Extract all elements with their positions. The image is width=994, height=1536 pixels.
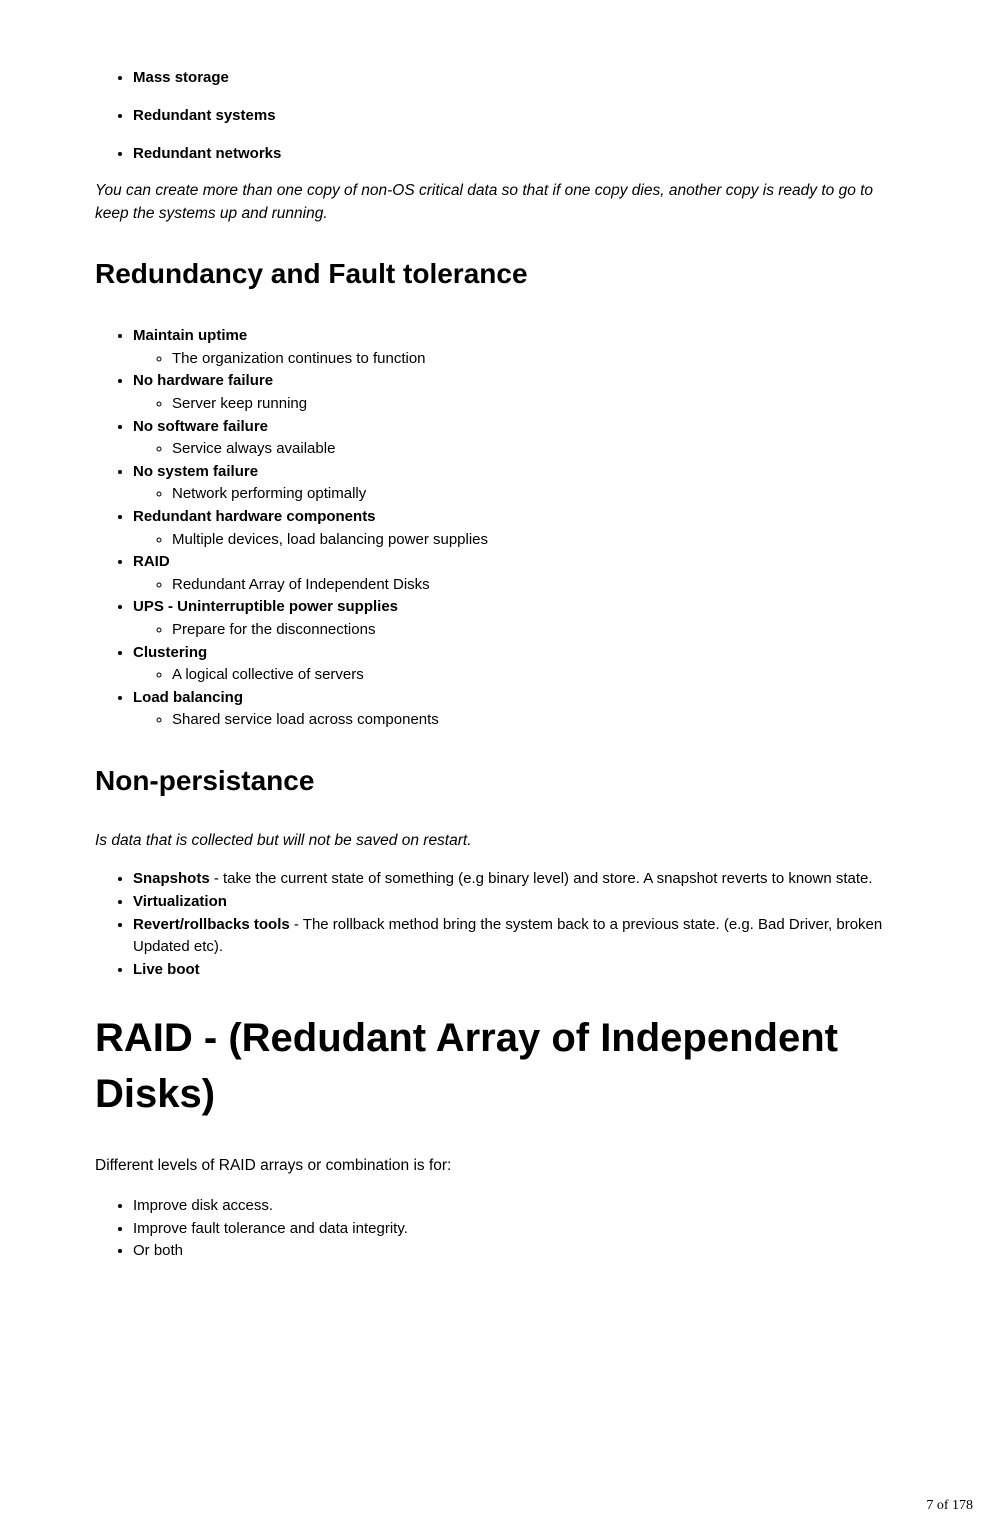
list-item-label: Snapshots xyxy=(133,870,210,888)
heading-non-persistance: Non-persistance xyxy=(95,764,315,796)
sub-list-item: ◦ Multiple devices, load balancing power supplies xyxy=(172,529,901,552)
list-item xyxy=(133,868,901,891)
list-item-text: Improve fault tolerance and data integrity. xyxy=(133,1219,408,1237)
list-item xyxy=(133,687,901,732)
list-item xyxy=(133,642,901,687)
heading-raid: RAID - (Redudant Array of Independent Disks) xyxy=(95,1016,838,1117)
sub-list xyxy=(133,664,901,687)
list-item-label: No system failure xyxy=(133,462,259,480)
intro-paragraph: You can create more than one copy of non-OS critical data so that if one copy dies, another copy is ready to go to keep the systems up and running. xyxy=(95,182,874,222)
list-item xyxy=(133,1240,901,1263)
sub-list xyxy=(133,348,901,371)
list-item-label: RAID xyxy=(133,553,170,571)
sub-list xyxy=(133,619,901,642)
list-item-label: Redundant hardware components xyxy=(133,507,376,525)
list-item-label: UPS - Uninterruptible power supplies xyxy=(133,598,399,616)
list-item xyxy=(133,325,901,370)
non-persistance-list xyxy=(95,868,901,981)
sub-list-item: ◦ Redundant Array of Independent Disks xyxy=(172,574,901,597)
list-item xyxy=(133,1195,901,1218)
list-item xyxy=(133,69,901,86)
list-item-label: Redundant networks xyxy=(133,145,282,162)
sub-list-item: ◦ Server keep running xyxy=(172,393,901,416)
list-item-label: No hardware failure xyxy=(133,372,274,390)
list-item-text: - The rollback method bring the system back to a previous state. (e.g. Bad Driver, broken Updated etc). xyxy=(133,915,883,956)
sub-list xyxy=(133,393,901,416)
list-item-label: Mass storage xyxy=(133,69,229,86)
list-item-label: Clustering xyxy=(133,643,208,661)
sub-list xyxy=(133,574,901,597)
sub-list xyxy=(133,438,901,461)
list-item-label: Load balancing xyxy=(133,688,244,706)
sub-list-item: ◦ Shared service load across components xyxy=(172,709,901,732)
list-item xyxy=(133,506,901,551)
list-item-text: Or both xyxy=(133,1242,184,1260)
non-persistance-intro: Is data that is collected but will not be saved on restart. xyxy=(95,831,472,849)
list-item xyxy=(133,1218,901,1241)
list-item xyxy=(133,370,901,415)
list-item-text: - take the current state of something (e.g binary level) and store. A snapshot reverts to known state. xyxy=(209,870,873,888)
raid-intro: Different levels of RAID arrays or combination is for: xyxy=(95,1157,452,1175)
raid-list xyxy=(95,1195,901,1263)
sub-list-item: ◦ Prepare for the disconnections xyxy=(172,619,901,642)
list-item xyxy=(133,461,901,506)
sub-list-item: ◦ A logical collective of servers xyxy=(172,664,901,687)
sub-list-item: ◦ The organization continues to function xyxy=(172,348,901,371)
list-item xyxy=(133,145,901,162)
list-item-label: Virtualization xyxy=(133,893,227,911)
sub-list-item: ◦ Service always available xyxy=(172,438,901,461)
sub-list xyxy=(133,529,901,552)
list-item xyxy=(133,416,901,461)
list-item-label: No software failure xyxy=(133,417,269,435)
sub-list-item: ◦ Network performing optimally xyxy=(172,483,901,506)
list-item xyxy=(133,596,901,641)
list-item-text: Improve disk access. xyxy=(133,1197,274,1215)
list-item xyxy=(133,107,901,124)
page-content xyxy=(95,0,901,1263)
list-item-label: Live boot xyxy=(133,960,200,978)
list-item-label: Redundant systems xyxy=(133,107,276,124)
sub-list xyxy=(133,483,901,506)
list-item xyxy=(133,914,901,959)
list-item xyxy=(133,959,901,982)
heading-redundancy-and-fault-tolerance: Redundancy and Fault tolerance xyxy=(95,258,528,290)
mass-storage-list xyxy=(95,69,901,162)
sub-list xyxy=(133,709,901,732)
list-item-label: Maintain uptime xyxy=(133,327,248,345)
list-item-label: Revert/rollbacks tools xyxy=(133,915,290,933)
page-number: 7 of 178 xyxy=(926,1498,973,1513)
list-item xyxy=(133,891,901,914)
list-item xyxy=(133,551,901,596)
redundancy-list xyxy=(95,325,901,732)
